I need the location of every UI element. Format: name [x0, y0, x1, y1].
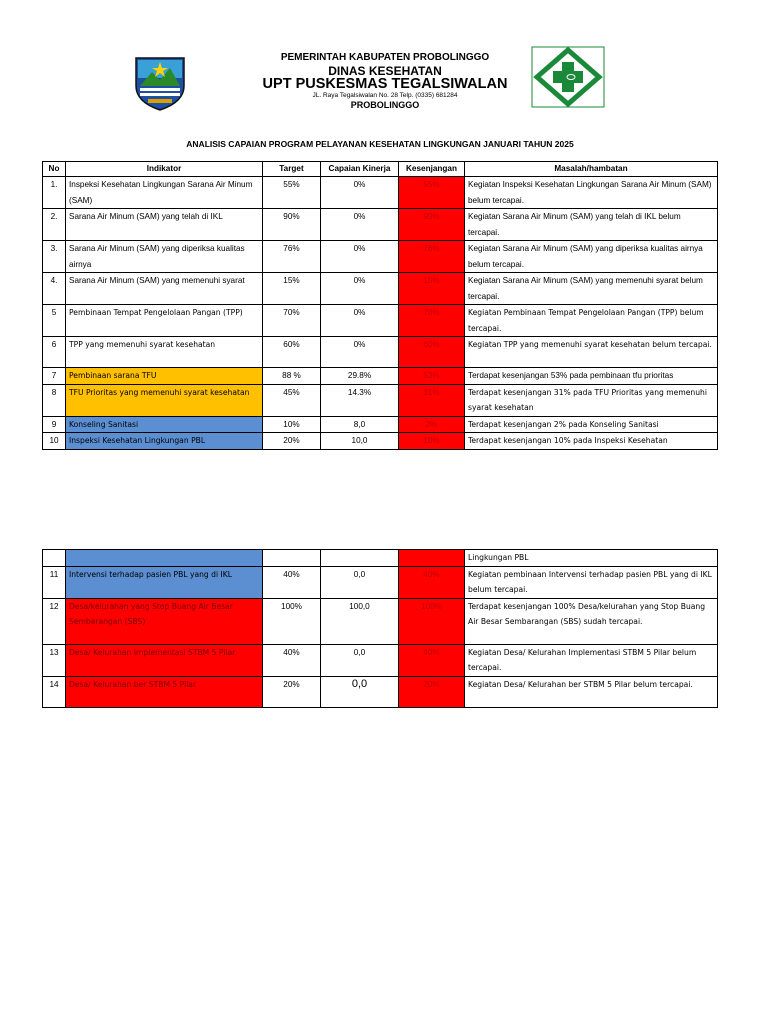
- gap-cell: 55%: [399, 177, 465, 209]
- table-row: [43, 273, 718, 305]
- target-cell: 76%: [263, 241, 321, 273]
- row-number: [43, 550, 66, 567]
- indicator-cell: Pembinaan sarana TFU: [66, 368, 263, 385]
- gap-cell: 70%: [399, 305, 465, 337]
- table-row: [43, 368, 718, 385]
- gap-cell: 2%: [399, 416, 465, 433]
- target-cell: [263, 550, 321, 567]
- table-row: [43, 433, 718, 450]
- achievement-cell: 0%: [321, 209, 399, 241]
- problem-cell: Terdapat kesenjangan 2% pada Konseling Sanitasi: [465, 416, 718, 433]
- row-number: 14: [43, 676, 66, 707]
- indicator-cell: Desa/kelurahan yang Stop Buang Air Besar Sembarangan (SBS): [66, 598, 263, 644]
- row-number: 10: [43, 433, 66, 450]
- problem-cell: Kegiatan TPP yang memenuhi syarat kesehatan belum tercapai.: [465, 337, 718, 368]
- target-cell: 40%: [263, 644, 321, 676]
- row-number: 5: [43, 305, 66, 337]
- problem-cell: Terdapat kesenjangan 10% pada Inspeksi Kesehatan: [465, 433, 718, 450]
- puskesmas-logo-icon: [531, 46, 605, 108]
- table-row: [43, 416, 718, 433]
- government-name: PEMERINTAH KABUPATEN PROBOLINGGO: [280, 52, 490, 63]
- target-cell: 70%: [263, 305, 321, 337]
- target-cell: 60%: [263, 337, 321, 368]
- indicator-cell: [66, 550, 263, 567]
- table-row: [43, 209, 718, 241]
- row-number: 8: [43, 384, 66, 416]
- problem-cell: Lingkungan PBL: [465, 550, 718, 567]
- target-cell: 45%: [263, 384, 321, 416]
- indicator-cell: Pembinaan Tempat Pengelolaan Pangan (TPP): [66, 305, 263, 337]
- target-cell: 20%: [263, 676, 321, 707]
- table-row: [43, 598, 718, 644]
- indicator-cell: Inspeksi Kesehatan Lingkungan Sarana Air Minum (SAM): [66, 177, 263, 209]
- problem-cell: Kegiatan Pembinaan Tempat Pengelolaan Pangan (TPP) belum tercapai.: [465, 305, 718, 337]
- problem-cell: Kegiatan pembinaan Intervensi terhadap pasien PBL yang di IKL belum tercapai.: [465, 566, 718, 598]
- row-number: 4.: [43, 273, 66, 305]
- row-number: 11: [43, 566, 66, 598]
- column-header: Target: [263, 162, 321, 177]
- problem-cell: Terdapat kesenjangan 31% pada TFU Prioritas yang memenuhi syarat kesehatan: [465, 384, 718, 416]
- indicator-cell: Desa/ Kelurahan Implementasi STBM 5 Pilar: [66, 644, 263, 676]
- achievement-cell: 0%: [321, 241, 399, 273]
- table-row: [43, 384, 718, 416]
- table-row: [43, 550, 718, 567]
- gap-cell: 40%: [399, 644, 465, 676]
- gap-cell: 31%: [399, 384, 465, 416]
- column-header: Capaian Kinerja: [321, 162, 399, 177]
- target-cell: 88 %: [263, 368, 321, 385]
- department-name: DINAS KESEHATAN: [328, 64, 442, 78]
- table-row: [43, 566, 718, 598]
- problem-cell: Kegiatan Inspeksi Kesehatan Lingkungan Sarana Air Minum (SAM) belum tercapai.: [465, 177, 718, 209]
- target-cell: 10%: [263, 416, 321, 433]
- problem-cell: Kegiatan Sarana Air Minum (SAM) yang memenuhi syarat belum tercapai.: [465, 273, 718, 305]
- indicator-cell: Sarana Air Minum (SAM) yang memenuhi syarat: [66, 273, 263, 305]
- indicator-cell: Desa/ Kelurahan ber STBM 5 Pilar: [66, 676, 263, 707]
- gap-cell: 40%: [399, 566, 465, 598]
- achievement-cell: 100,0: [321, 598, 399, 644]
- gap-cell: 60%: [399, 337, 465, 368]
- achievement-cell: 0,0: [321, 676, 399, 707]
- column-header: No: [43, 162, 66, 177]
- analysis-table: [42, 161, 718, 450]
- achievement-cell: 14.3%: [321, 384, 399, 416]
- table-row: [43, 337, 718, 368]
- achievement-cell: [321, 550, 399, 567]
- problem-cell: Kegiatan Sarana Air Minum (SAM) yang diperiksa kualitas airnya belum tercapai.: [465, 241, 718, 273]
- indicator-cell: Inspeksi Kesehatan Lingkungan PBL: [66, 433, 263, 450]
- row-number: 9: [43, 416, 66, 433]
- indicator-cell: Sarana Air Minum (SAM) yang telah di IKL: [66, 209, 263, 241]
- target-cell: 15%: [263, 273, 321, 305]
- indicator-cell: Sarana Air Minum (SAM) yang diperiksa kualitas airnya: [66, 241, 263, 273]
- indicator-cell: TPP yang memenuhi syarat kesehatan: [66, 337, 263, 368]
- row-number: 13: [43, 644, 66, 676]
- target-cell: 20%: [263, 433, 321, 450]
- document-title: ANALISIS CAPAIAN PROGRAM PELAYANAN KESEHATAN LINGKUNGAN JANUARI TAHUN 2025: [186, 139, 574, 149]
- target-cell: 55%: [263, 177, 321, 209]
- problem-cell: Kegiatan Desa/ Kelurahan ber STBM 5 Pilar belum tercapai.: [465, 676, 718, 707]
- row-number: 3.: [43, 241, 66, 273]
- target-cell: 100%: [263, 598, 321, 644]
- regency-crest-icon: [130, 52, 190, 112]
- gap-cell: [399, 550, 465, 567]
- achievement-cell: 8,0: [321, 416, 399, 433]
- indicator-cell: Intervensi terhadap pasien PBL yang di IKL: [66, 566, 263, 598]
- achievement-cell: 0%: [321, 337, 399, 368]
- achievement-cell: 29.8%: [321, 368, 399, 385]
- row-number: 7: [43, 368, 66, 385]
- table-row: [43, 305, 718, 337]
- row-number: 12: [43, 598, 66, 644]
- analysis-table-continued: [42, 549, 718, 708]
- target-cell: 90%: [263, 209, 321, 241]
- institution-city: PROBOLINGGO: [350, 100, 420, 110]
- table-row: [43, 241, 718, 273]
- gap-cell: 10%: [399, 433, 465, 450]
- achievement-cell: 0%: [321, 305, 399, 337]
- gap-cell: 76%: [399, 241, 465, 273]
- problem-cell: Kegiatan Sarana Air Minum (SAM) yang telah di IKL belum tercapai.: [465, 209, 718, 241]
- achievement-cell: 0%: [321, 177, 399, 209]
- achievement-cell: 0,0: [321, 644, 399, 676]
- achievement-cell: 0,0: [321, 566, 399, 598]
- problem-cell: Kegiatan Desa/ Kelurahan Implementasi STBM 5 Pilar belum tercapai.: [465, 644, 718, 676]
- row-number: 2.: [43, 209, 66, 241]
- gap-cell: 20%: [399, 676, 465, 707]
- gap-cell: 100%: [399, 598, 465, 644]
- table-row: [43, 676, 718, 707]
- problem-cell: Terdapat kesenjangan 53% pada pembinaan tfu prioritas: [465, 368, 718, 385]
- achievement-cell: 0%: [321, 273, 399, 305]
- target-cell: 40%: [263, 566, 321, 598]
- column-header: Masalah/hambatan: [465, 162, 718, 177]
- table-row: [43, 177, 718, 209]
- gap-cell: 15%: [399, 273, 465, 305]
- column-header: Kesenjangan: [399, 162, 465, 177]
- institution-address: JL. Raya Tegalsiwalan No. 28 Telp. (0335) 681284: [312, 92, 458, 99]
- table-row: [43, 644, 718, 676]
- indicator-cell: TFU Prioritas yang memenuhi syarat kesehatan: [66, 384, 263, 416]
- institution-name: UPT PUSKESMAS TEGALSIWALAN: [262, 76, 508, 92]
- table-header-row: [43, 162, 718, 177]
- indicator-cell: Konseling Sanitasi: [66, 416, 263, 433]
- gap-cell: 90%: [399, 209, 465, 241]
- problem-cell: Terdapat kesenjangan 100% Desa/kelurahan yang Stop Buang Air Besar Sembarangan (SBS) sudah tercapai.: [465, 598, 718, 644]
- row-number: 6: [43, 337, 66, 368]
- achievement-cell: 10,0: [321, 433, 399, 450]
- row-number: 1.: [43, 177, 66, 209]
- column-header: Indikator: [66, 162, 263, 177]
- gap-cell: 53%: [399, 368, 465, 385]
